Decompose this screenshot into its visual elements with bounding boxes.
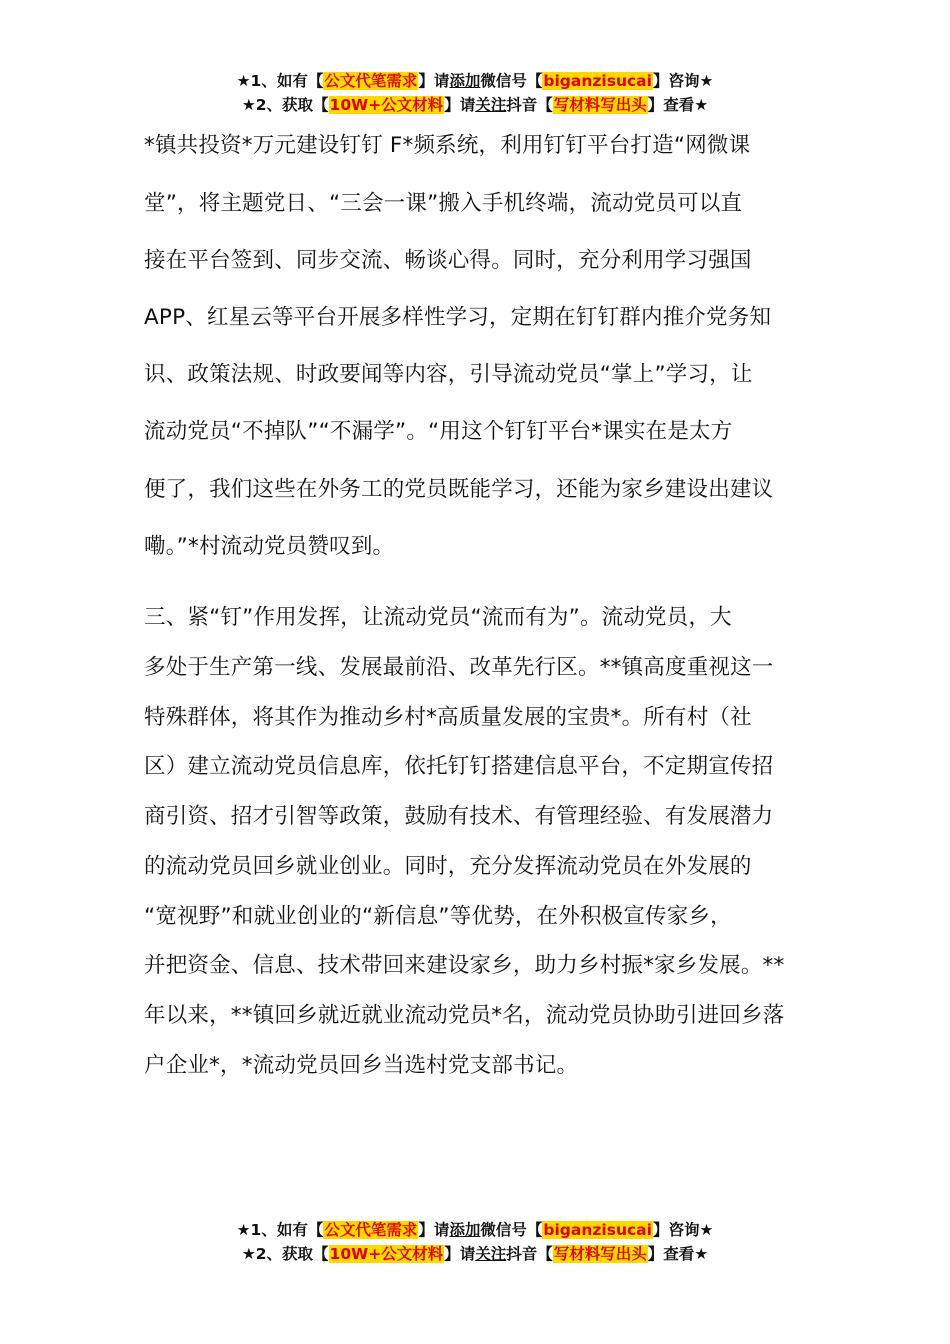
header-banner	[0, 69, 950, 117]
text-line: 接在平台签到、同步交流、畅谈心得。同时，充分利用学习强国	[144, 248, 752, 273]
banner-line-2	[0, 93, 950, 117]
banner-text: 抖音【	[506, 96, 553, 114]
text-line: 堂”，将主题党日、“三会一课”搬入手机终端，流动党员可以直	[144, 191, 743, 216]
star-icon: ★	[236, 72, 251, 90]
text-line: 户企业*，*流动党员回乡当选村党支部书记。	[144, 1053, 579, 1078]
highlight-text: 公文代笔需求	[324, 72, 418, 90]
text-line: 商引资、招才引智等政策，鼓励有技术、有管理经验、有发展潜力	[144, 804, 774, 829]
underlined-text: 关注	[475, 1245, 507, 1263]
banner-text: 】咨询★	[652, 1221, 714, 1239]
banner-text: 】请	[418, 1221, 450, 1239]
banner-text: 抖音【	[506, 1245, 553, 1263]
highlight-wechat-id: biganzisucai	[543, 1221, 652, 1239]
banner-text: 】查看★	[647, 1245, 709, 1263]
highlight-wechat-id: biganzisucai	[543, 72, 652, 90]
banner-text: 】查看★	[647, 96, 709, 114]
text-line: 便了，我们这些在外务工的党员既能学习，还能为家乡建设出建议	[144, 477, 774, 502]
underlined-text: 添加	[449, 72, 481, 90]
text-line: 并把资金、信息、技术带回来建设家乡，助力乡村振*家乡发展。**	[144, 953, 785, 978]
text-line: 区）建立流动党员信息库，依托钉钉搭建信息平台，不定期宣传招	[144, 754, 774, 779]
text-line: 特殊群体，将其作为推动乡村*高质量发展的宝贵*。所有村（社	[144, 705, 752, 730]
text-line: 三、紧“钉”作用发挥，让流动党员“流而有为”。流动党员，大	[144, 605, 732, 630]
banner-text: 】请	[444, 1245, 476, 1263]
banner-text: 2、获取【	[255, 96, 329, 114]
banner-line-2	[0, 1242, 950, 1266]
star-icon: ★	[241, 96, 256, 114]
underlined-text: 添加	[449, 1221, 481, 1239]
highlight-douyin-account: 写材料写出头	[553, 96, 647, 114]
underlined-text: 关注	[475, 96, 507, 114]
banner-text: 】请	[418, 72, 450, 90]
banner-text: 】请	[444, 96, 476, 114]
text-line: 识、政策法规、时政要闻等内容，引导流动党员“掌上”学习，让	[144, 362, 753, 387]
banner-line-1	[0, 1218, 950, 1242]
text-line: 嘞。”*村流动党员赞叹到。	[144, 534, 395, 559]
star-icon: ★	[241, 1245, 256, 1263]
text-line: 年以来，**镇回乡就近就业流动党员*名，流动党员协助引进回乡落	[144, 1003, 785, 1028]
banner-text: 2、获取【	[255, 1245, 329, 1263]
text-line: “宽视野”和就业创业的“新信息”等优势，在外积极宣传家乡，	[144, 904, 732, 929]
text-line: 的流动党员回乡就业创业。同时，充分发挥流动党员在外发展的	[144, 854, 752, 879]
highlight-text: 公文代笔需求	[324, 1221, 418, 1239]
text-line: APP、红星云等平台开展多样性学习，定期在钉钉群内推介党务知	[144, 305, 772, 330]
text-line: *镇共投资*万元建设钉钉 F*频系统，利用钉钉平台打造“网微课	[144, 133, 751, 158]
banner-text: 】咨询★	[652, 72, 714, 90]
banner-text: 1、如有【	[250, 1221, 324, 1239]
text-line: 流动党员“不掉队”“不漏学”。“用这个钉钉平台*课实在是太方	[144, 419, 733, 444]
highlight-douyin-account: 写材料写出头	[553, 1245, 647, 1263]
highlight-text: 10W+公文材料	[329, 1245, 444, 1263]
text-line: 多处于生产第一线、发展最前沿、改革先行区。**镇高度重视这一	[144, 655, 774, 680]
banner-text: 微信号【	[480, 1221, 543, 1239]
banner-text: 1、如有【	[250, 72, 324, 90]
footer-banner	[0, 1218, 950, 1266]
banner-line-1	[0, 69, 950, 93]
banner-text: 微信号【	[480, 72, 543, 90]
star-icon: ★	[236, 1221, 251, 1239]
highlight-text: 10W+公文材料	[329, 96, 444, 114]
